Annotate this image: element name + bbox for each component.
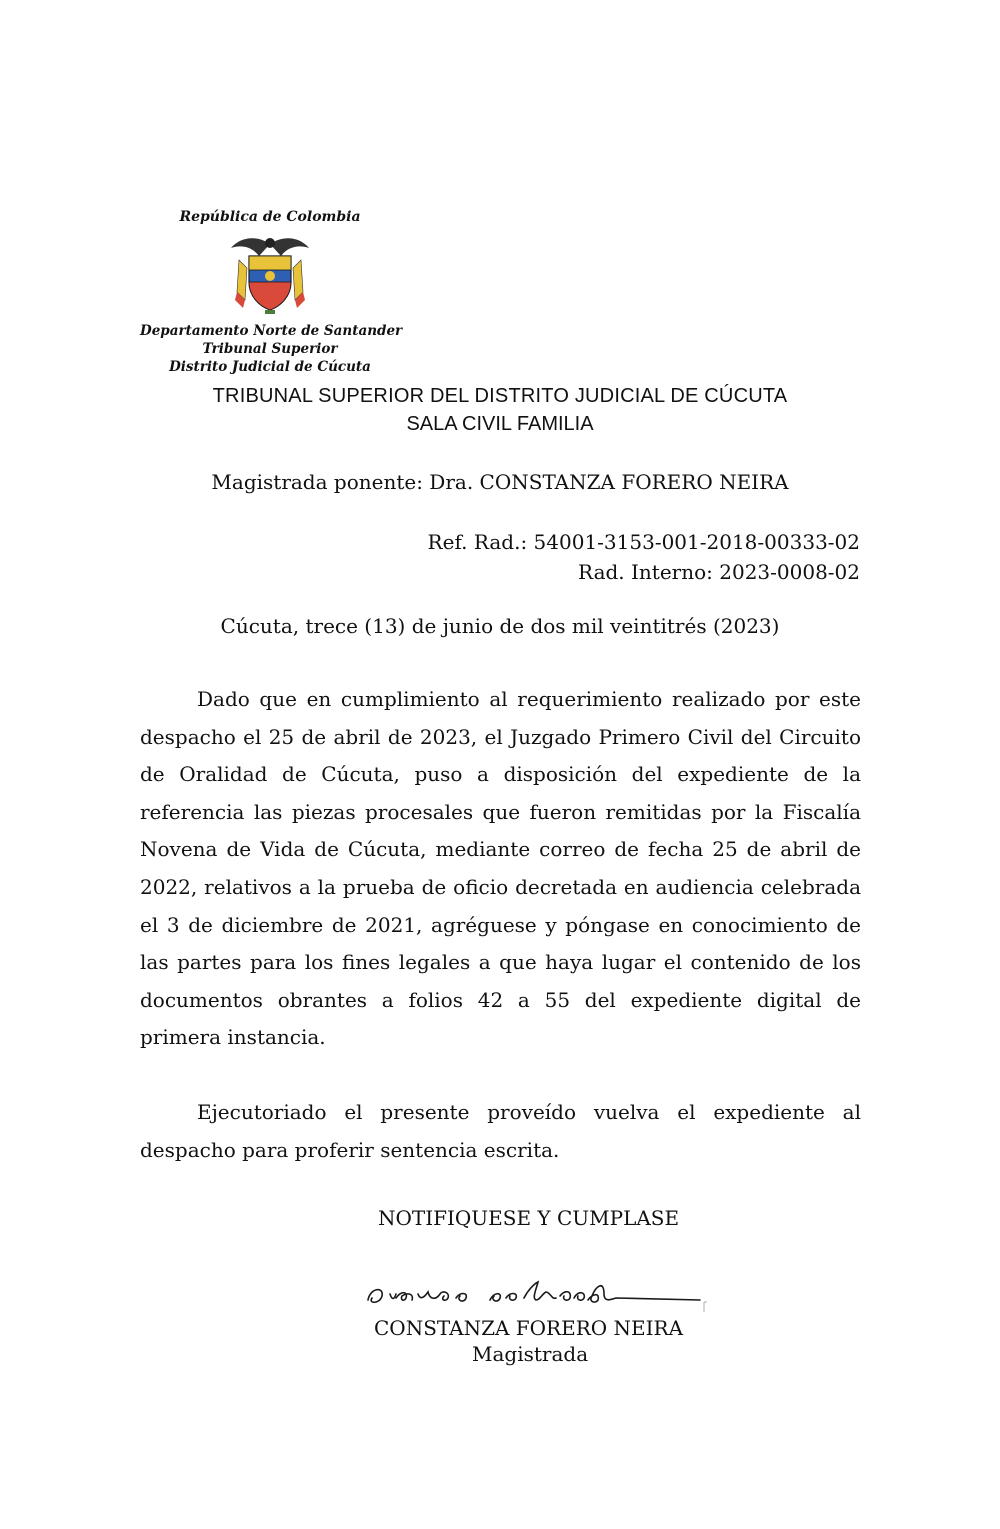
- letterhead-department: Departamento Norte de Santander: [140, 323, 403, 339]
- letterhead-court: Tribunal Superior: [202, 341, 338, 357]
- coat-of-arms-icon: [225, 230, 315, 316]
- signatory-title: Magistrada: [472, 1342, 589, 1366]
- signature-image: [360, 1270, 720, 1320]
- tribunal-heading: TRIBUNAL SUPERIOR DEL DISTRITO JUDICIAL DE CÚCUTA: [212, 385, 788, 407]
- letterhead-republic: República de Colombia: [179, 209, 361, 225]
- closing-formula: NOTIFIQUESE Y CUMPLASE: [378, 1206, 680, 1230]
- letterhead-district: Distrito Judicial de Cúcuta: [169, 359, 371, 375]
- case-references: [428, 527, 860, 587]
- body-paragraph: Dado que en cumplimiento al requerimiento realizado por este despacho el 25 de abril de 2023, el Juzgado Primero Civil del Circuito de Oralidad de Cúcuta, puso a disposición del expediente de la referencia las piezas procesales que fueron remitidas por la Fiscalía Novena de Vida de Cúcuta, mediante correo de fecha 25 de abril de 2022, relativos a la prueba de oficio decretada en audiencia celebrada el 3 de diciembre de 2021, agréguese y póngase en conocimiento de las partes para los fines legales a que haya lugar el contenido de los documentos obrantes a folios 42 a 55 del expediente digital de primera instancia.: [140, 687, 861, 1050]
- sala-heading: SALA CIVIL FAMILIA: [406, 413, 594, 435]
- rad-interno: Rad. Interno: 2023-0008-02: [578, 560, 860, 584]
- magistrada-ponente: Magistrada ponente: Dra. CONSTANZA FORERO NEIRA: [211, 470, 789, 494]
- body-paragraph: Ejecutoriado el presente proveído vuelva el expediente al despacho para proferir sentencia escrita.: [140, 1100, 861, 1162]
- date-line: Cúcuta, trece (13) de junio de dos mil veintitrés (2023): [220, 614, 780, 638]
- letterhead: [140, 208, 403, 376]
- signatory-name: CONSTANZA FORERO NEIRA: [374, 1316, 684, 1340]
- ref-rad: Ref. Rad.: 54001-3153-001-2018-00333-02: [427, 530, 860, 554]
